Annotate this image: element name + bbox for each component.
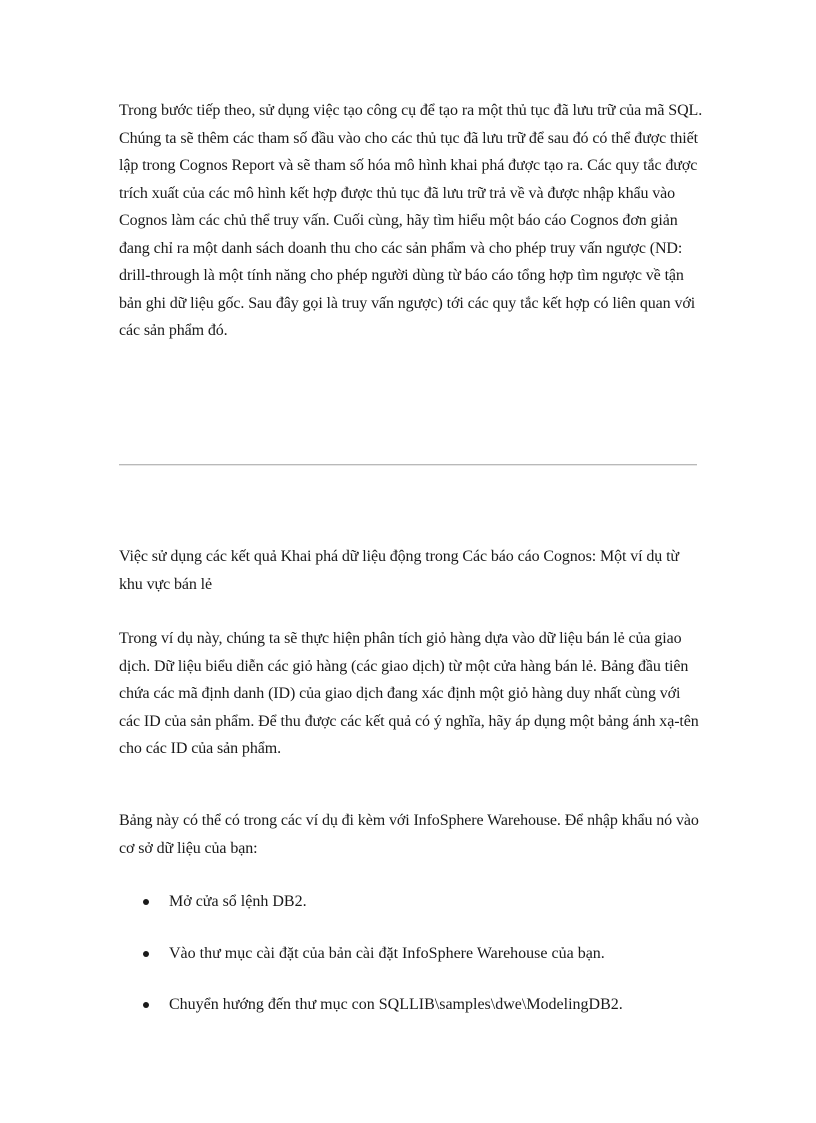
bullet-icon <box>143 1002 149 1008</box>
section-heading: Việc sử dụng các kết quả Khai phá dữ liệu động trong Các báo cáo Cognos: Một ví dụ từ khu vực bán lẻ <box>119 548 679 593</box>
step-text: Vào thư mục cài đặt của bản cài đặt InfoSphere Warehouse của bạn. <box>169 944 605 962</box>
example-paragraph: Trong ví dụ này, chúng ta sẽ thực hiện phân tích giỏ hàng dựa vào dữ liệu bán lẻ của giao dịch. Dữ liệu biểu diễn các giỏ hàng (các giao dịch) từ một cửa hàng bán lẻ. Bảng đầu tiên chứa các mã định danh (ID) của giao dịch đang xác định một giỏ hàng duy nhất cùng với các ID của sản phẩm. Để thu được các kết quả có ý nghĩa, hãy áp dụng một bảng ánh xạ-tên cho các ID của sản phẩm. <box>119 630 699 757</box>
list-item <box>119 991 719 1018</box>
bullet-icon <box>143 899 149 905</box>
intro-paragraph: Trong bước tiếp theo, sử dụng việc tạo công cụ để tạo ra một thủ tục đã lưu trữ của mã SQL. Chúng ta sẽ thêm các tham số đầu vào cho các thủ tục đã lưu trữ để sau đó có thể được thiết lập trong Cognos Report và sẽ tham số hóa mô hình khai phá được tạo ra. Các quy tắc được trích xuất của các mô hình kết hợp được thủ tục đã lưu trữ trả về và được nhập khẩu vào Cognos làm các chủ thể truy vấn. Cuối cùng, hãy tìm hiểu một báo cáo Cognos đơn giản đang chỉ ra một danh sách doanh thu cho các sản phẩm và cho phép truy vấn ngược (ND: drill-through là một tính năng cho phép người dùng từ báo cáo tổng hợp tìm ngược về tận bản ghi dữ liệu gốc. Sau đây gọi là truy vấn ngược) tới các quy tắc kết hợp có liên quan với các sản phẩm đó. <box>119 102 703 339</box>
section-divider <box>119 464 697 466</box>
list-item <box>119 888 719 915</box>
step-text: Chuyển hướng đến thư mục con SQLLIB\samples\dwe\ModelingDB2. <box>169 996 623 1013</box>
step-text: Mở cửa sổ lệnh DB2. <box>169 893 307 910</box>
import-paragraph: Bảng này có thể có trong các ví dụ đi kèm với InfoSphere Warehouse. Để nhập khẩu nó vào cơ sở dữ liệu của bạn: <box>119 812 699 857</box>
list-item <box>119 940 719 967</box>
bullet-icon <box>143 951 149 957</box>
steps-list <box>119 888 719 1043</box>
